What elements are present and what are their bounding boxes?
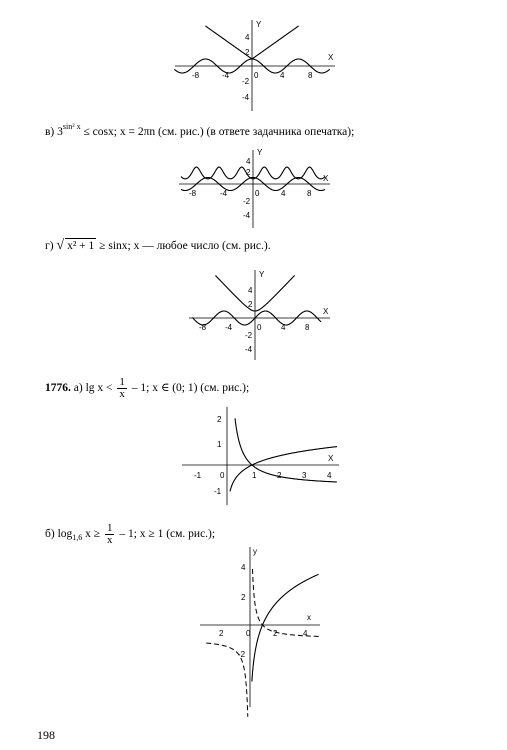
- figure-4-graph: [182, 405, 342, 510]
- reciprocal-curve: [235, 418, 337, 482]
- y-tick: -4: [243, 211, 251, 220]
- x-axis-label: x: [307, 613, 311, 622]
- x-tick: -8: [199, 323, 207, 332]
- x-tick: 4: [280, 71, 285, 80]
- item-v-text: в) $3^{sin^2 x} \le \cos x$; x = 2πn (см. рис.) (в ответе задачника опечатка);: [45, 122, 355, 138]
- x-tick: -8: [192, 71, 200, 80]
- log-curve: [252, 574, 319, 681]
- figure-2-graph: [175, 148, 335, 230]
- y-axis-label: Y: [259, 270, 265, 279]
- figure-3-graph: [185, 268, 335, 363]
- fraction: $\frac{1}{x}$: [119, 376, 125, 400]
- y-tick: -4: [242, 93, 250, 102]
- item-g-text: г) √ x² + 1 ≥ sinx; x — любое число (см. рис.).: [45, 238, 271, 253]
- y-tick: 2: [248, 300, 253, 309]
- x-tick: 4: [303, 629, 308, 638]
- x-tick: 8: [308, 71, 313, 80]
- x-tick: 3: [302, 471, 307, 480]
- x-tick: -4: [220, 189, 228, 198]
- y-tick: -2: [238, 650, 246, 659]
- figure-5-graph: [195, 545, 325, 710]
- y-tick: -2: [245, 331, 253, 340]
- y-tick: -1: [214, 487, 222, 496]
- x-tick: 2: [273, 629, 278, 638]
- problem-1776a-text: 1776. а) lg x < $\frac{1}{x}$ – 1; x ∈ (0; 1) (см. рис.);: [45, 376, 250, 400]
- y-tick: 4: [241, 563, 246, 572]
- y-tick: -2: [242, 77, 250, 86]
- x-tick: 0: [220, 471, 225, 480]
- y-axis-label: Y: [257, 148, 263, 157]
- x-tick: 8: [307, 189, 312, 198]
- y-tick: -4: [245, 345, 253, 354]
- x-tick: 4: [281, 323, 286, 332]
- x-tick: 0: [254, 71, 259, 80]
- x-tick: 1: [252, 471, 257, 480]
- figure-1-graph: [170, 18, 340, 113]
- x-axis-label: X: [323, 307, 329, 316]
- x-tick: 0: [255, 189, 260, 198]
- y-tick: 4: [248, 286, 253, 295]
- x-tick: -4: [222, 71, 230, 80]
- y-axis-label: Y: [256, 20, 262, 29]
- y-tick: 2: [246, 168, 251, 177]
- y-tick: -2: [243, 197, 251, 206]
- x-tick: 0: [257, 323, 262, 332]
- x-tick: -4: [225, 323, 233, 332]
- problem-1776b-text: б) $\log_{1,6} x$ ≥ $\frac{1}{x}$ – 1; x ≥ 1 (см. рис.);: [45, 522, 216, 546]
- x-axis-label: X: [328, 454, 334, 463]
- y-axis-label: y: [253, 547, 257, 556]
- y-tick: 2: [241, 593, 246, 602]
- x-tick: 2: [219, 629, 224, 638]
- x-tick: 0: [246, 629, 251, 638]
- y-tick: 2: [245, 48, 250, 57]
- x-tick: -1: [194, 471, 202, 480]
- x-tick: 2: [277, 471, 282, 480]
- x-tick: -8: [189, 189, 197, 198]
- x-tick: 4: [281, 189, 286, 198]
- x-axis-label: X: [323, 174, 329, 183]
- y-tick: 4: [246, 157, 251, 166]
- x-tick: 8: [305, 323, 310, 332]
- page-number: 198: [37, 728, 55, 742]
- fraction: $\frac{1}{x}$: [106, 522, 113, 546]
- y-tick: 2: [217, 415, 222, 424]
- y-tick: 4: [245, 33, 250, 42]
- log-curve: [230, 447, 337, 492]
- x-axis-label: X: [328, 53, 334, 62]
- y-tick: 1: [217, 440, 222, 449]
- x-tick: 4: [327, 471, 332, 480]
